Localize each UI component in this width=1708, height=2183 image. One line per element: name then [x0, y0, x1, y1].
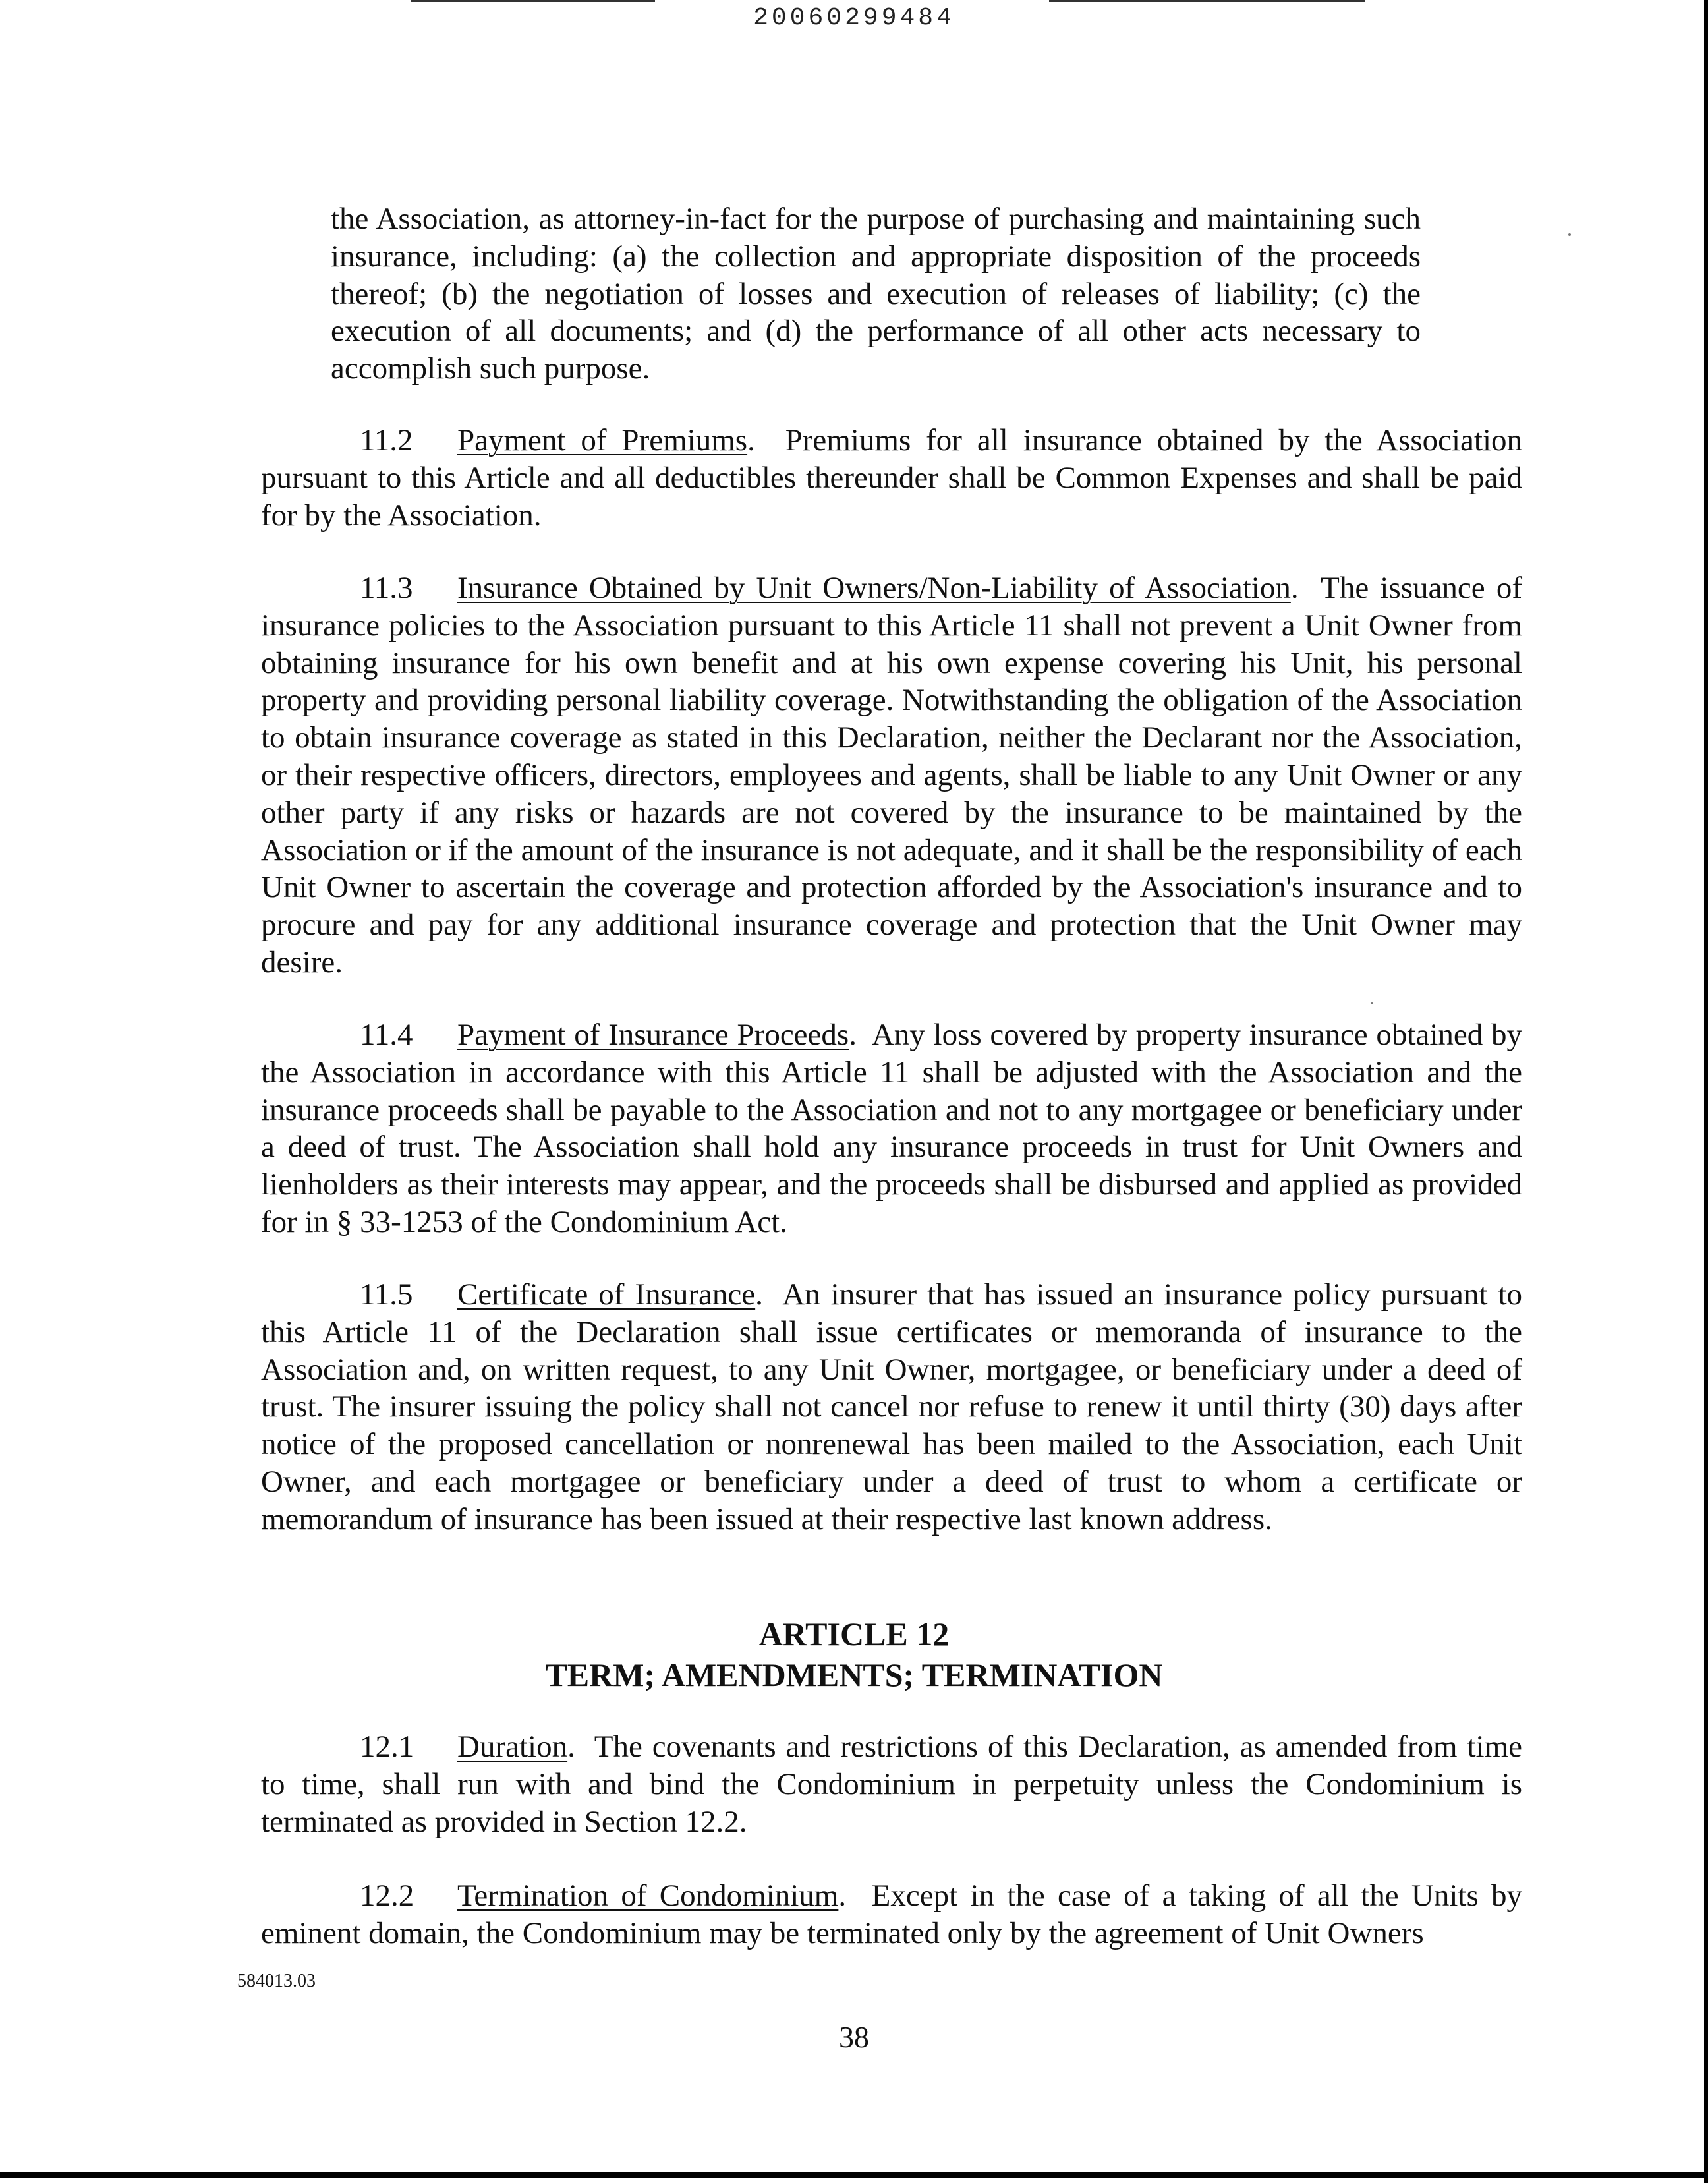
- section-number: 11.5: [360, 1277, 413, 1312]
- section-text: Any loss covered by property insurance obtained by the Association in accordance with this Article 11 shall be adjusted with the Association and the insurance proceeds shall be payable to the Association and not to any mortgagee or beneficiary under a deed of trust. The Association shall hold any insurance proceeds in trust for Unit Owners and lienholders as their interests may appear, and the proceeds shall be disbursed and applied as provided for in § 33-1253 of the Condominium Act.: [261, 1018, 1522, 1239]
- section-title: Termination of Condominium: [457, 1878, 839, 1913]
- section-number: 11.3: [360, 571, 413, 605]
- section-number: 12.2: [360, 1878, 414, 1913]
- scan-speck: [1371, 1002, 1373, 1004]
- section-12-2: 12.2 Termination of Condominium. Except in the case of a taking of all the Units by eminent domain, the Condominium may be terminated only by the agreement of Unit Owners: [261, 1878, 1523, 1950]
- intro-paragraph: the Association, as attorney-in-fact for the purpose of purchasing and maintaining such insurance, including: (a) the collection and appropriate disposition of the proceeds thereof; (b) the negotiation of losses and execution of releases of liability; (c) the execution of all documents; and (d) the performance of all other acts necessary to accomplish such purpose.: [331, 202, 1421, 386]
- section-title: Certificate of Insurance: [457, 1277, 756, 1312]
- scan-border-bottom: [0, 2172, 1708, 2178]
- section-text: The issuance of insurance policies to the Association pursuant to this Article 11 shall not prevent a Unit Owner from obtaining insurance for his own benefit and at his own expense covering his Unit, his personal property and providing personal liability coverage. Notwithstanding the obligation of the Association to obtain insurance coverage as stated in this Declaration, neither the Declarant nor the Association, or their respective officers, directors, employees and agents, shall be liable to any Unit Owner or any other party if any risks or hazards are not covered by the insurance to be maintained by the Association or if the amount of the insurance is not adequate, and it shall be the responsibility of each Unit Owner to ascertain the coverage and protection afforded by the Association's insurance and to procure and pay for any additional insurance coverage and protection that the Unit Owner may desire.: [261, 571, 1522, 979]
- page-number: 38: [839, 2020, 869, 2054]
- section-text: An insurer that has issued an insurance policy pursuant to this Article 11 of the Declaration shall issue certificates or memoranda of insurance to the Association and, on written request, to any Unit Owner, mortgagee, or beneficiary under a deed of trust. The insurer issuing the policy shall not cancel nor refuse to renew it until thirty (30) days after notice of the proposed cancellation or nonrenewal has been mailed to the Association, each Unit Owner, and each mortgagee or beneficiary under a deed of trust to whom a certificate or memorandum of insurance has been issued at their respective last known address.: [261, 1277, 1522, 1536]
- section-number: 12.1: [360, 1730, 414, 1764]
- scan-border-right: [1704, 0, 1708, 2183]
- section-11-2: 11.2 Payment of Premiums. Premiums for all insurance obtained by the Association pursuant to this Article and all deductibles thereunder shall be Common Expenses and shall be paid for by the Association.: [261, 423, 1523, 533]
- section-number: 11.2: [360, 423, 413, 457]
- section-text: Premiums for all insurance obtained by the Association pursuant to this Article and all deductibles thereunder shall be Common Expenses and shall be paid for by the Association.: [261, 423, 1523, 533]
- section-text: The covenants and restrictions of this Declaration, as amended from time to time, shall run with and bind the Condominium in perpetuity unless the Condominium is terminated as provided in Section 12.2.: [261, 1730, 1522, 1839]
- section-title: Payment of Insurance Proceeds: [457, 1018, 849, 1052]
- section-number: 11.4: [360, 1018, 413, 1052]
- header-rule-left: [411, 0, 655, 2]
- section-title: Payment of Premiums: [457, 423, 748, 457]
- section-title: Duration: [457, 1730, 568, 1764]
- scan-speck: [1568, 233, 1571, 236]
- section-11-4: 11.4 Payment of Insurance Proceeds. Any loss covered by property insurance obtained by the Association in accordance with this Article 11 shall be adjusted with the Association and the insurance proceeds shall be payable to the Association and not to any mortgagee or beneficiary under a deed of trust. The Association shall hold any insurance proceeds in trust for Unit Owners and lienholders as their interests may appear, and the proceeds shall be disbursed and applied as provided for in § 33-1253 of the Condominium Act.: [261, 1018, 1522, 1239]
- article-label: ARTICLE 12: [758, 1615, 950, 1652]
- section-title: Insurance Obtained by Unit Owners/Non-Liability of Association: [457, 571, 1291, 605]
- document-id: 584013.03: [237, 1971, 316, 1991]
- section-12-1: 12.1 Duration. The covenants and restrictions of this Declaration, as amended from time to time, shall run with and bind the Condominium in perpetuity unless the Condominium is terminated as provided in Section 12.2.: [261, 1730, 1522, 1839]
- header-rule-right: [1049, 0, 1365, 2]
- article-title: TERM; AMENDMENTS; TERMINATION: [545, 1656, 1163, 1693]
- section-11-3: 11.3 Insurance Obtained by Unit Owners/Non-Liability of Association. The issuance of insurance policies to the Association pursuant to this Article 11 shall not prevent a Unit Owner from obtaining insurance for his own benefit and at his own expense covering his Unit, his personal property and providing personal liability coverage. Notwithstanding the obligation of the Association to obtain insurance coverage as stated in this Declaration, neither the Declarant nor the Association, or their respective officers, directors, employees and agents, shall be liable to any Unit Owner or any other party if any risks or hazards are not covered by the insurance to be maintained by the Association or if the amount of the insurance is not adequate, and it shall be the responsibility of each Unit Owner to ascertain the coverage and protection afforded by the Association's insurance and to procure and pay for any additional insurance coverage and protection that the Unit Owner may desire.: [261, 571, 1522, 979]
- publication-number: 20060299484: [753, 4, 955, 32]
- section-text: Except in the case of a taking of all the Units by eminent domain, the Condominium may be terminated only by the agreement of Unit Owners: [261, 1878, 1523, 1950]
- section-11-5: 11.5 Certificate of Insurance. An insurer that has issued an insurance policy pursuant to this Article 11 of the Declaration shall issue certificates or memoranda of insurance to the Association and, on written request, to any Unit Owner, mortgagee, or beneficiary under a deed of trust. The insurer issuing the policy shall not cancel nor refuse to renew it until thirty (30) days after notice of the proposed cancellation or nonrenewal has been mailed to the Association, each Unit Owner, and each mortgagee or beneficiary under a deed of trust to whom a certificate or memorandum of insurance has been issued at their respective last known address.: [261, 1277, 1522, 1536]
